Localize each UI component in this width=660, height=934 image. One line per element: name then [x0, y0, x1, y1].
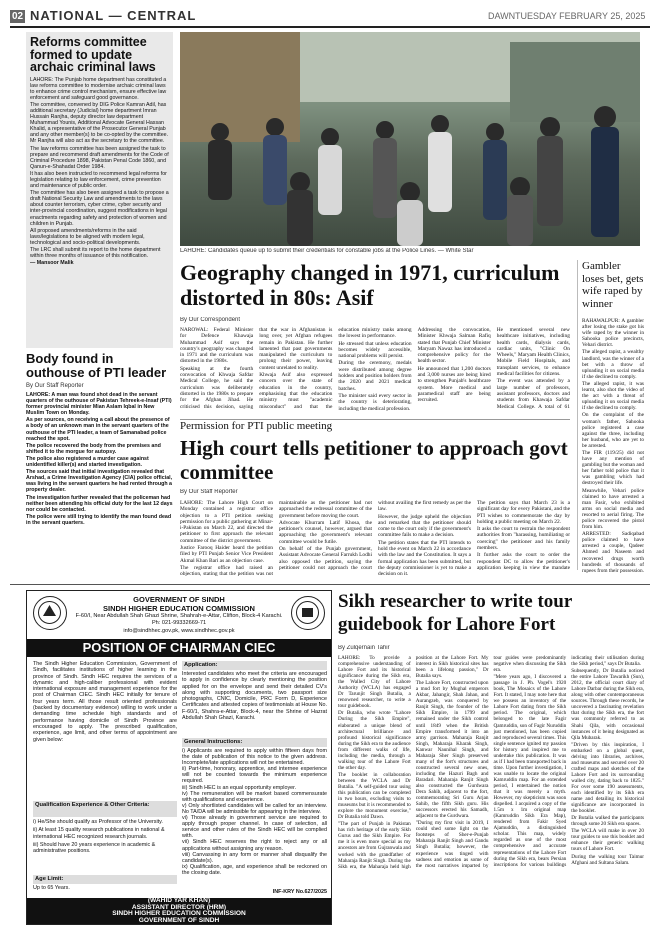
court-rule [180, 419, 570, 420]
body-found-body [26, 392, 173, 526]
section-title: NATIONAL — CENTRAL [30, 8, 197, 23]
sikh-p6: "During my first visit in 2019, I could shed some light on the footsteps of Sher-e-Punjab Maharaja Ranjit Singh and Gandu Singh Butalia; however, the experience was tinged with sadness and emotion as some of the most narratives imparted by tour guides were predominantly negative when discussing the Sikh era. [415, 655, 567, 869]
sikh-p1: LAHORE: To provide a comprehensive understanding of Lahore Fort and its historical significance during the Sikh era, the Walled City of Lahore Authority (WCLA) has engaged Dr Tarunjit Singh Butalia, a renowned researcher, to write a tour guidebook. [338, 655, 411, 710]
ad-gen-6: vi) Those already in government service are required to apply through proper channel. In case of selection, all service and other rules of the Sindh HEC will be complied with. [182, 815, 327, 840]
ad-gen-7: vii) Sindh HEC reserves the right to reject any or all applications without assigning any reason. [182, 839, 327, 852]
ad-title: POSITION OF CHAIRMAN CIEC [27, 639, 331, 657]
ad-qual-1: i) He/She should qualify as Professor of the University. [33, 819, 163, 825]
geography-p5: During the ceremony, medals were distributed among degree holders and position holders from the 2020 and 2021 medical batches. [338, 360, 412, 392]
ad-gen-9: ix) Qualification, age, and experience shall be reckoned on the closing date. [182, 863, 327, 876]
ad-gen-1: i) Applicants are required to apply within fifteen days from the date of publication of this notice to the given address. Incomplete/late applications will not be entertained. [182, 748, 327, 767]
ad-age-text: Up to 65 Years. [33, 885, 70, 891]
ad-gen-heading: General Instructions: [182, 738, 327, 747]
court-p4: Advocate Khurram Latif Khosa, the petitioner's counsel, however, argued that approaching the government's relevant committee would be futile. [279, 519, 372, 545]
court-p7: The petition states that the PTI intends to hold the event on March 22 in accordance with the law and the Constitution. It says a formal application has been submitted, but the deputy commissioner is yet to make a decision on it. [378, 539, 471, 578]
reforms-headline: Reforms committee formed to update archaic criminal laws [30, 35, 156, 74]
ad-ref: INF-KRY No.627/2025 [272, 889, 327, 895]
ad-sign-name: (WAHID YAR KHAN) [147, 898, 211, 904]
gambler-p1: RAHAWALPUR: A gambler after losing the stake got his wife raped by the winner in Sahooka police precincts, Vehari district. [582, 318, 644, 349]
sikh-body [338, 655, 644, 927]
court-p6: However, the judge upheld the objection and remarked that the petitioner should come to the court only if the government's committee fails to make a decision. [378, 513, 471, 539]
court-body [180, 500, 570, 580]
body-found-p3: The police recovered the body from the premises and shifted it to the morgue for autopsy. [26, 442, 161, 455]
ad-org-line2: SINDH HIGHER EDUCATION COMMISSION [103, 604, 255, 613]
gambler-p6: Meanwhile, Vehari police claimed to have arrested a man Fasir, who exhibited arms on social media and resorted to aerial firing. The police recovered the pistol from him. [582, 487, 644, 531]
gambler-body [582, 318, 644, 573]
ad-gen-list [182, 748, 327, 888]
ad-gen-8: viii) Canvassing in any form or manner shall disqualify the candidate(s). [182, 851, 327, 864]
sikh-p12: During the walking tour Taimur Afghani and Sultana Salam. [571, 853, 644, 866]
body-found-p5: The sources said that initial investigation revealed that Arshad, a Crime Investigation Agency (CIA) police official, was living in the servant quarters he had rented through a property dealer. [26, 469, 173, 494]
page-header [10, 8, 650, 26]
ad-org-line1: GOVERNMENT OF SINDH [133, 595, 225, 604]
gambler-headline: Gambler loses bet, gets wife raped by winner [582, 260, 644, 310]
sikh-byline: By Zulqernain Tahir [338, 645, 390, 651]
ad-qual-heading: Qualification Experience & Other Criteria: [33, 801, 177, 817]
body-found-p2: As per sources, on receiving a call about the presence of a body of an unknown man in the servant quarters of the outhouse of the PTI leader, a team of Samanabad police reached the spot. [26, 417, 170, 442]
geography-p9: He mentioned several new healthcare initiatives, including health cards, dialysis cards, cardiac units, "Clinic On Wheels," Maryam Health Clinics, Mobile Field Hospitals, and transplant services, to enhance medical facilities for citizens. [496, 327, 570, 378]
court-p10: It further asks the court to order the respondent DC to allow the petitioner's application keeping in view the mandate [477, 552, 570, 571]
geography-p6: The minister said every sector in the country is deteriorating, including the medical profession. [338, 392, 412, 412]
court-headline: High court tells petitioner to approach govt committee [180, 436, 568, 484]
column-divider [577, 260, 578, 570]
reforms-p6: All proposed amendments/reforms in the said laws/legislations to be aligned with modern legal, technological and socio-political developments. [30, 227, 145, 246]
ad-gen-4: iv) The remuneration will be market based commensurate with qualifications and experience. [182, 790, 327, 803]
ad-app-text: Interested candidates who meet the criteria are encouraged to apply in confidence by clearly mentioning the position applied for on the envelope and send their detailed CV's along with supporting documents, two passport size photographs, CNIC, Domicile, PRC Form D, Experience Certificates and attested copies of testimonials at House No. F-60/1, Shahra-e-Attar, Block-4, near the Shrine of Hazrat Abdullah Shah Ghazi, Karachi. [182, 671, 327, 722]
reforms-body [30, 77, 169, 267]
ad-qual-3: iii) Should have 20 years experience in academic & administrative positions. [33, 841, 156, 855]
paper-name: DAWN [488, 11, 516, 21]
body-found-p1: LAHORE: A man was found shot dead in the servant quarters of the outhouse of Pakistan Tehreek-e-Insaf (PTI) former provincial minister Mian Aslam Iqbal in New Muslim Town on Monday. [26, 392, 172, 417]
body-found-story [26, 352, 173, 580]
sikh-p10: Dr Butalia walked the participants through some 20 Sikh era spaces. [571, 815, 644, 828]
reforms-p4: It has also been instructed to recommend legal reforms for legislation relating to law enforcement, crime prevention and maintenance of public order. [30, 170, 167, 190]
reforms-byline: — Mansoor Malik [30, 260, 74, 267]
geography-headline: Geography changed in 1971, curriculum distorted in 80s: Asif [180, 260, 560, 310]
ad-intro: The Sindh Higher Education Commission, Government of Sindh, facilitates institutions of higher learning in the province of Sindh. Sindh HEC requires the services of a dynamic and high-caliber professional with evident international exposure and management experience for the post of Chairman CIEC. Sindh HEC initially for tenure of four years term. All those result oriented professionals (backed by documentary evidence) willing to work under a demanding time schedule high standards and of performance having domicile of Sindh Province are encouraged to apply. The prescribed qualification, experience, age limit, and other terms of appointment are given below: [33, 661, 177, 743]
sindh-govt-logo [33, 596, 67, 630]
court-p8: The petition says that March 23 is a significant day for every Pakistani, and the PTI wishes to commemorate the day by holding a public meeting on March 22. [477, 500, 570, 525]
court-p1: LAHORE: The Lahore High Court on Monday contained a registrar office objection to a PTI petition seeking permission for a public gathering at Minar-i-Pakistan on March 22, and directed the petitioner to first approach the relevant committee of the district government. [180, 500, 274, 544]
geography-p8: He announced that 1,200 doctors and 3,000 nurses are being hired to strengthen Punjab's healthcare system. More medical and paramedical staff are being recruited. [417, 365, 491, 404]
job-advertisement [26, 590, 332, 925]
court-p5: On behalf of the Punjab government, Assistant Advocate General Farrukh Lodhi also opposed the petition, saying the petitioner could not approach the court without availing the first remedy as per the law. [279, 500, 471, 571]
ad-sign-org2: GOVERNMENT OF SINDH [138, 917, 220, 925]
body-found-p4: The police also registered a murder case against unidentified killer(s) and started investigation. [26, 455, 149, 469]
sikh-headline: Sikh researcher to write tour guidebook for Lahore Fort [338, 591, 572, 635]
header-rule [10, 26, 650, 28]
sikh-p8: Subsequently, Dr Butalia noticed the entire Lahore Tawarikh (Sun), 2012, the official court diary of Lahore Darbar during the Sikh era, along with other contemporaneous sources. Through these records, he uncovered a fascinating revelation that during the Sikh era, the fort was commonly referred to as Shahi Qila, with occasional instances of it being designated as Qila Mubarak. [571, 668, 644, 741]
ad-age-heading: Age Limit: [33, 875, 177, 884]
sindh-hec-logo [291, 596, 325, 630]
gambler-p2: The alleged rapist, a wealthy landlord, was the winner of a bet with a throw of uploading it on social media if she declined to comply. [582, 349, 644, 380]
court-p2: Justice Farooq Haider heard the petition filed by PTI Punjab Senior Vice President Akmal Khan Bari as an objection case. [180, 545, 273, 564]
sikh-p3: The booklet in collaboration between the WCLA and Dr Butalia. "A self-guided tour using this publication can be completed in two hours, excluding visits to museums but it is recommended to explore the monument exercise," Dr Butalia told Dawn. [338, 771, 411, 821]
ad-email: info@sindhhec.gov.pk, www.sindhhec.gov.pk [123, 628, 235, 634]
reforms-p3: The law reforms committee has been assigned the task to prepare and recommend draft amendments for the Code of Criminal Procedure 1898, Pakistan Penal Code 1860, and Qanun-e-Shahadat Order 1984. [30, 145, 169, 170]
issue-date: TUESDAY FEBRUARY 25, 2025 [515, 11, 646, 21]
sikh-p11: The WCLA will make in over 20 tour guides to use this booklet and enhance their generic walking tours of Lahore Fort. [571, 828, 644, 853]
ad-signature [27, 898, 331, 925]
ad-app-heading: Application: [182, 661, 327, 670]
ad-gen-3: iii) Sindh HEC is an equal opportunity employer. [182, 784, 297, 791]
court-kicker: Permission for PTI public meeting [180, 420, 333, 432]
news-photo [180, 32, 640, 246]
ad-qual-list [33, 819, 177, 873]
sikh-p7: "Mere years ago, I discovered a passage in J. Ph. Vogel's 1920 book, The Mosaics of the Lahore Fort. It stated, I may note here that we possess an inventory of the Lahore Fort dating from the Sikh period. The original, which belonged to the late Fagir Qamruddin, son of Fagir Nuruddin just mentioned, has been copied and reproduced several times. This single sentence ignited my passion for history and inspired me to undertake this publication. It was as if I had been transported back in time. Upon further investigation, I was unable to locate the original Kamruddin map. For an extended period, I entertained the notion that it was merely a myth. However, my skepticism was soon dispelled. I acquired a copy of the 1.5m x 1m original map (Kamruddin Sikh Era Map), rendered from Fakir Syed Ajamuddin, a distinguished scholar. This map, widely regarded as one of the most comprehensive and accurate representations of the Lahore Fort during the Sikh era, bears Persian inscriptions for various buildings indicating their utilisation during the Sikh period," says Dr Butalia. [493, 655, 644, 868]
reforms-p7: The LRC shall submit its report to the home department within three months of issuance of this notification. [30, 247, 161, 260]
geography-p10: The event was attended by a large number of professors, assistant professors, doctors and students from Khawaja Safdar Medical College. A total of 61 [496, 378, 570, 410]
ad-sign-title: ASSISTANT DIRECTOR (HRM) [131, 903, 227, 911]
court-p3: The registrar office had raised an objection, stating that the petition was not maintainable as the petitioner had not approached the redressal committee of the government before moving the court. [180, 500, 372, 578]
reforms-p1: LAHORE: The Punjab home department has constituted a law reforms committee to modernise archaic criminal laws to enhance crime control mechanism, ensure effective law enforcement and safeguard good governance. [30, 76, 167, 101]
ad-address: F-60/I, Near Abdullah Shah Ghazi Shrine, Shahrah-e-Attar, Clifton, Block-4 Karachi. Ph: 021-99332669-71 [75, 613, 283, 626]
geography-p1: NAROWAL: Federal Minister for Defence Khawaja Muhammad Asif says the country's geography was changed in 1971 and the curriculum was distorted in the 1980s. [180, 327, 254, 365]
body-found-p6: The investigation further revealed that the policeman had neither been attending his official duty for the last 12 days nor could be contacted. [26, 494, 173, 513]
ad-qual-2: ii) At least 15 quality research publications in national & international HEC recognized research journals. [33, 827, 165, 840]
geography-p3: Khwaja Asif also expressed concern over the state of education in the country, emphasising that the education ministry must "academic misconduct" and that the education ministry ranks among the lowest in performance. [259, 327, 412, 410]
sikh-p5: The Lahore Fort, constructed upon a mud fort by Mughal emperors Akbar, Jahangir, Shah Jahan, and Aurangzeb, was conquered by Ranjit Singh, the founder of the Sikh Empire, in 1799 and remained under the Sikh control until 1849 when the British Empire transformed it into an army garrison. Maharaja Ranjit Singh, Maharaja Kharak Singh, Kanwar Naunihal Singh, and Maharaja Sher Singh preserved many of the fort's structures and constructed several new ones, including the Hazuri Bagh and Baradari. Maharaja Ranjit Singh also constructed the Gurdwara Dera Sahib, adjacent to the fort, commemorating Sri Guru Arjan Sahib, the fifth Sikh guru. His successors erected his Samadh, adjacent to the Gurdwara. [415, 680, 489, 820]
reforms-story [26, 32, 173, 348]
geography-p2: Speaking at the fourth convocation of Khwaja Safdar Medical College, he said the curriculum was deliberately distorted in the 1980s to prepare for the Afghan Jihad. He criticised this decision, saying that the war in Afghanistan is long over, yet Afghan refugees remain in Pakistan. He further lamented that past governments manipulated the curriculum to prolong their power, leaving content unrelated to reality. [180, 327, 333, 410]
geography-body [180, 327, 570, 415]
page-number: 02 [12, 11, 24, 22]
ad-gen-5: v) Only shortlisted candidates will be called for an interview. No TA/DA will be admissible for appearing in the interview. [182, 802, 327, 815]
gambler-p4: On the complaint of the woman's father, Sahooka police registered a case against the three, including her husband, who are yet to be arrested. [582, 412, 644, 449]
body-found-p7: The police were still trying to identify the man found dead in the servant quarters. [26, 513, 172, 526]
geography-p7: Addressing the convocation, Minister Khwaja Salman Rafiq stated that Punjab Chief Minister Maryam Nawaz has introduced a comprehensive policy for the health sector. [417, 327, 491, 365]
geography-p4: He stressed that unless education becomes widely accessible, national problems will persist. [338, 340, 412, 360]
crowd-illustration [180, 32, 640, 246]
body-found-byline: By Our Staff Reporter [26, 383, 84, 389]
ad-gen-2: ii) Part-time, honorary, apprentice, and internee experience will not be counted towards the minimum experience required. [182, 766, 327, 785]
court-byline: By Our Staff Reporter [180, 489, 238, 495]
sikh-p4: "The part of Punjab in Pakistan has rich heritage of the early Sikh Gurus and the Sikh Empire. For me it is even more special as my ancestors are from Gujranwala and worked with the grandfather of Maharaja Ranjit Singh. During the Sikh era, the Maharaja held high position at the Lahore Fort. My interest in Sikh historical sites has been a lifelong passion," Dr Butalia says. [338, 655, 489, 870]
gambler-p3: The alleged rapist, it was learnt, also shot the video of the act with a threat of uploading it on social media if she declined to comply. [582, 380, 644, 412]
reforms-p2: The committee, convened by DIG Police Kamran Adil, has additional secretary (Judicial) home department Imran Hussain Ranjha, deputy director law department Muhammad Younis, Additional Advocate General Hassan Khalid, a representative of the Prosecutor General Punjab and any other member(s) to be co-opted by the committee. Mr Ranjha will also act as the secretary to the committee. [30, 101, 169, 145]
photo-caption: LAHORE: Candidates queue up to submit their credentials for constable jobs at the Police Lines. — White Star [180, 248, 474, 254]
reforms-p5: The committee has also been assigned a task to propose a draft National Security Law and amendments to the laws about counter terrorism, cyber crime, cyber security and inter-provincial coordination, suggest modifications in legal enactments regarding safety and protection of women and children in Punjab. [30, 190, 169, 227]
court-p9: It asks the court to restrain the respondent authorities from "harassing, humiliating or coercing" the petitioner and his family members. [477, 526, 570, 552]
sikh-p2: Dr Butalia, who wrote "Lahore During the Sikh Empire", elaborated a unique blend of architectural brilliance and profound historical significance during the Sikh era to the audience from different walks of life, including the media, through a walking tour of the Lahore Fort the other day. [338, 710, 411, 771]
ad-sign-org1: SINDH HIGHER EDUCATION COMMISSION [112, 910, 246, 918]
geography-byline: By Our Correspondent [180, 317, 241, 323]
sikh-p9: "Driven by this inspiration, I embarked on a global quest, delving into libraries, archives, and museums and secured over 20 crafted maps and sketches of the Lahore Fort and its surrounding walled city, dating back to 1825." For over some 190 assessments, each identified by its Sikh era name and detailing its historical significance are incorporated in the booklet. [571, 741, 644, 815]
gambler-p5: The FIR (119/25) did not have any mention of gambling but the woman and her father told police that it was gambling which had destroyed their life. [582, 449, 644, 487]
body-found-headline: Body found in outhouse of PTI leader [26, 352, 167, 380]
section-rule [10, 584, 650, 585]
gambler-p7: ARRESTED: Sadiqabad police claimed to have arrested a couple, Qadeer Ahmed and Naseem and recovered drugs worth hundreds of thousands of rupees from their possession. [582, 531, 644, 573]
